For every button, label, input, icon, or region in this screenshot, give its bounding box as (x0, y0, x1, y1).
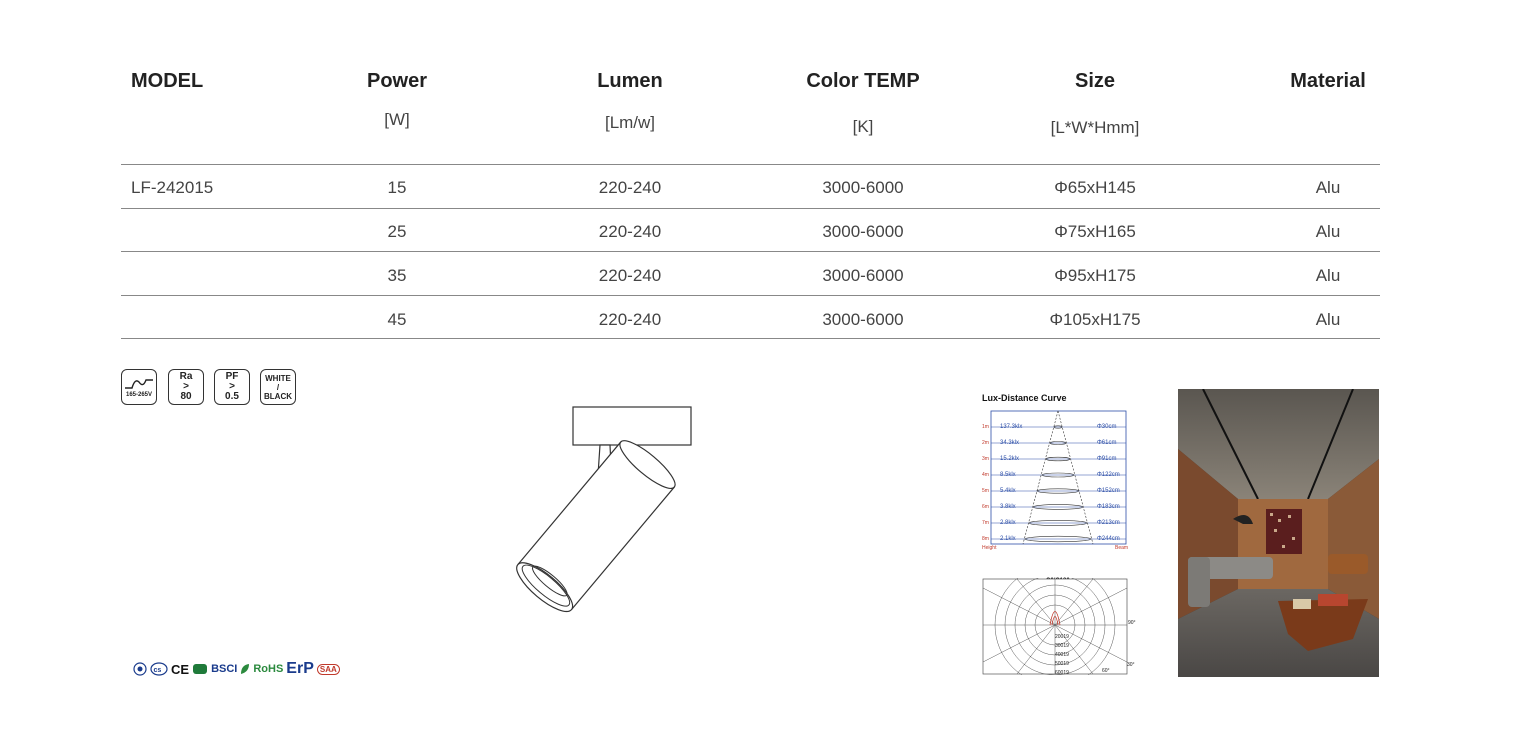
ce-mark: CE (171, 661, 190, 677)
lux-right-values (1097, 424, 1120, 552)
unit-color-temp: [K] (852, 117, 874, 136)
lux-left-values (1000, 424, 1022, 552)
header-power: Power (366, 70, 428, 92)
color-slash: / (276, 382, 280, 392)
header-lumen: Lumen (597, 70, 663, 92)
lux-value: 5.4klx (1000, 488, 1016, 494)
ra-badge (168, 369, 204, 405)
color-black: BLACK (264, 391, 292, 401)
table-divider (121, 251, 1380, 252)
polar-value: 40019 (1055, 652, 1069, 658)
lux-row: 6m (982, 504, 989, 510)
cell-lumen: 220-240 (598, 222, 662, 241)
cell-size: Φ95xH175 (1054, 266, 1136, 285)
erp-mark: ErP (286, 660, 314, 677)
voltage-badge (121, 369, 157, 405)
polar-values (1055, 633, 1069, 678)
polar-angle: 60° (1102, 668, 1110, 674)
leaf-icon (240, 663, 250, 675)
table-divider (121, 208, 1380, 209)
polar-value: 20019 (1055, 634, 1069, 640)
cqc-icon (150, 662, 168, 676)
certification-row (133, 660, 340, 678)
table-divider (121, 338, 1380, 339)
lux-row: 5m (982, 488, 989, 494)
lux-row: 7m (982, 520, 989, 526)
lux-value: 2.1klx (1000, 536, 1016, 542)
svg-text:cs: cs (153, 667, 162, 674)
bsci-icon (192, 663, 208, 675)
bsci-mark: BSCI (211, 663, 238, 675)
polar-angle: 30° (1127, 662, 1135, 668)
table-divider (121, 295, 1380, 296)
lux-row: 2m (982, 440, 989, 446)
recycle-icon (133, 662, 147, 676)
lux-row: 4m (982, 472, 989, 478)
voltage-label: 165-265V (125, 391, 153, 398)
cell-color-temp: 3000-6000 (822, 266, 904, 285)
cell-color-temp: 3000-6000 (822, 178, 904, 197)
header-material: Material (1290, 70, 1366, 92)
cell-lumen: 220-240 (598, 266, 662, 285)
lux-axis-beam: Beam (1115, 545, 1129, 551)
cell-model: LF-242015 (131, 178, 214, 197)
cell-color-temp: 3000-6000 (822, 310, 904, 329)
cell-material: Alu (1315, 266, 1341, 285)
lux-row-labels (982, 424, 997, 552)
cell-power: 15 (387, 178, 407, 197)
color-white: WHITE (265, 373, 291, 383)
polar-angle: 90° (1128, 620, 1136, 626)
cell-size: Φ105xH175 (1049, 310, 1141, 329)
cell-color-temp: 3000-6000 (822, 222, 904, 241)
lux-value: 3.8klx (1000, 504, 1016, 510)
cell-size: Φ65xH145 (1054, 178, 1136, 197)
ra-label: Ra (179, 371, 193, 382)
lux-row: 8m (982, 536, 989, 542)
lux-row: 3m (982, 456, 989, 462)
beam-diameter: Φ183cm (1097, 504, 1120, 510)
wave-icon (124, 376, 154, 392)
lux-value: 34.3klx (1000, 440, 1020, 446)
header-color-temp: Color TEMP (806, 70, 920, 92)
lux-axis-height: Height (982, 545, 997, 551)
pf-badge (214, 369, 250, 405)
pf-value: 0.5 (225, 391, 239, 402)
polar-value: 30019 (1055, 643, 1069, 649)
color-badge (260, 369, 296, 405)
cell-material: Alu (1315, 310, 1341, 329)
cell-material: Alu (1315, 222, 1341, 241)
track-light-drawing (490, 400, 700, 655)
beam-diameter: Φ152cm (1097, 488, 1120, 494)
cell-lumen: 220-240 (598, 310, 662, 329)
lux-value: 2.8klx (1000, 520, 1016, 526)
header-model: MODEL (131, 70, 204, 92)
beam-diameter: Φ244cm (1097, 536, 1120, 542)
pf-label: PF (225, 371, 239, 382)
beam-diameter: Φ122cm (1097, 472, 1120, 478)
unit-lumen: [Lm/w] (604, 113, 656, 132)
cell-lumen: 220-240 (598, 178, 662, 197)
interior-photo (1178, 389, 1379, 677)
header-size: Size (1074, 70, 1116, 92)
cell-power: 25 (387, 222, 407, 241)
beam-diameter: Φ213cm (1097, 520, 1120, 526)
unit-power: [W] (384, 110, 410, 129)
cell-size: Φ75xH165 (1054, 222, 1136, 241)
cell-power: 45 (387, 310, 407, 329)
beam-diameter: Φ61cm (1097, 440, 1117, 446)
cell-material: Alu (1315, 178, 1341, 197)
unit-size: [L*W*Hmm] (1050, 118, 1140, 137)
lux-value: 8.5klx (1000, 472, 1016, 478)
ra-value: 80 (180, 391, 192, 402)
cell-power: 35 (387, 266, 407, 285)
saa-mark: SAA (317, 664, 340, 675)
lux-curve-title: Lux-Distance Curve (982, 393, 1067, 403)
rohs-mark: RoHS (253, 663, 284, 675)
beam-diameter: Φ91cm (1097, 456, 1117, 462)
ra-symbol: > (183, 381, 189, 392)
polar-value: 60019 (1055, 670, 1069, 676)
table-divider (121, 164, 1380, 165)
beam-diameter: Φ30cm (1097, 424, 1117, 430)
polar-value: 50019 (1055, 661, 1069, 667)
lux-value: 15.2klx (1000, 456, 1020, 462)
lux-row: 1m (982, 424, 989, 430)
pf-symbol: > (229, 381, 235, 392)
lux-value: 137.3klx (1000, 424, 1023, 430)
